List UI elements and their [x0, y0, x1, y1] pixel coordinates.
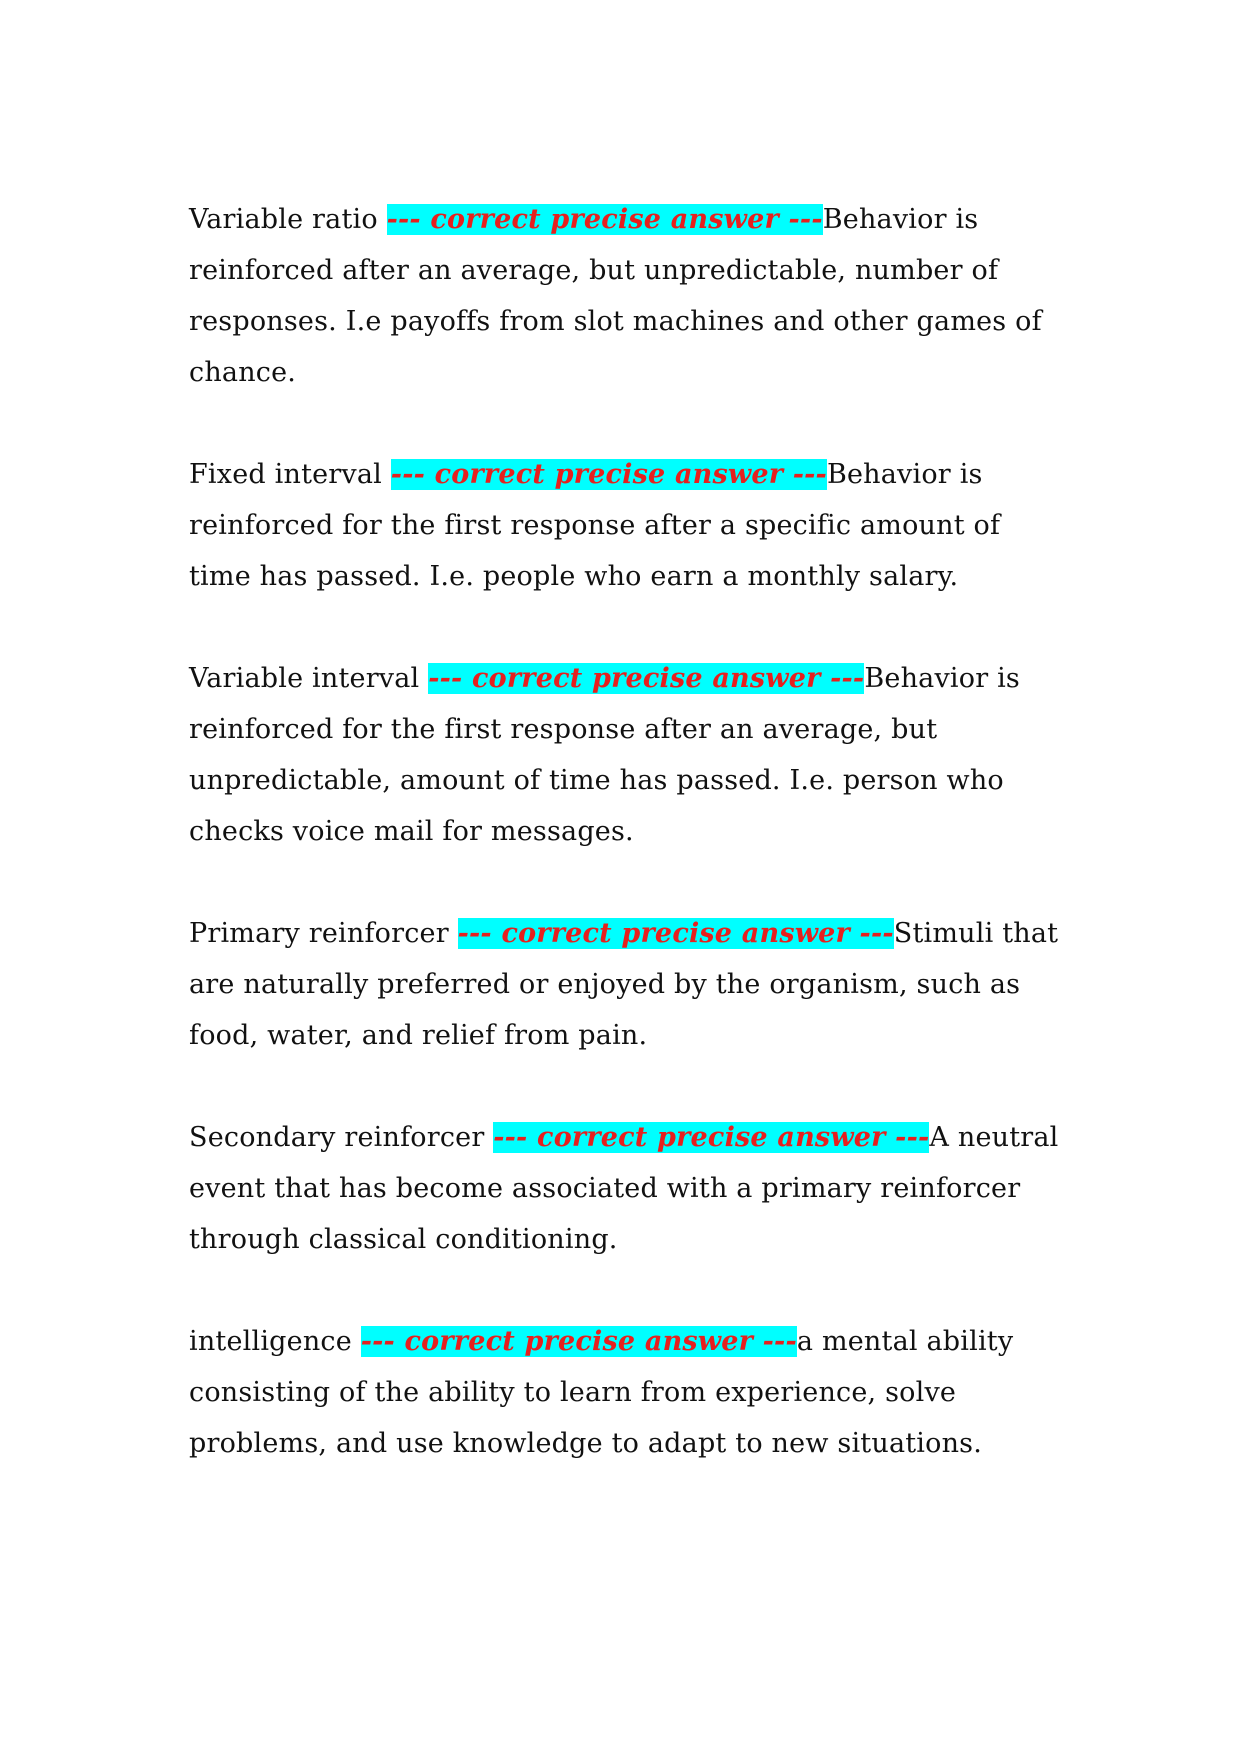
answer-highlight: --- correct precise answer --- — [428, 663, 865, 694]
answer-highlight: --- correct precise answer --- — [390, 459, 827, 490]
flashcard-entry — [189, 1112, 1069, 1265]
definition: Stimuli that are naturally preferred or enjoyed by the organism, such as food, water, and relief from pain. — [189, 918, 1059, 1051]
term: Primary reinforcer — [189, 918, 449, 949]
term: Secondary reinforcer — [189, 1122, 485, 1153]
answer-highlight: --- correct precise answer --- — [386, 204, 823, 235]
definition: Behavior is reinforced after an average, but unpredictable, number of responses. I.e payoffs from slot machines and other games of chance. — [189, 204, 1042, 388]
definition: A neutral event that has become associated with a primary reinforcer through classical conditioning. — [189, 1122, 1059, 1255]
flashcard-entry — [189, 194, 1069, 398]
term: intelligence — [189, 1326, 352, 1357]
flashcard-entry — [189, 908, 1069, 1061]
term: Variable ratio — [189, 204, 378, 235]
answer-highlight: --- correct precise answer --- — [457, 918, 894, 949]
term: Variable interval — [189, 663, 420, 694]
term: Fixed interval — [189, 459, 382, 490]
definition: Behavior is reinforced for the first response after an average, but unpredictable, amount of time has passed. I.e. person who checks voice mail for messages. — [189, 663, 1020, 847]
definition: Behavior is reinforced for the first response after a specific amount of time has passed. I.e. people who earn a monthly salary. — [189, 459, 1001, 592]
flashcard-entry — [189, 449, 1069, 602]
flashcard-entry — [189, 653, 1069, 857]
answer-highlight: --- correct precise answer --- — [493, 1122, 930, 1153]
definition: a mental ability consisting of the ability to learn from experience, solve problems, and use knowledge to adapt to new situations. — [189, 1326, 1014, 1459]
answer-highlight: --- correct precise answer --- — [360, 1326, 797, 1357]
flashcard-list — [189, 194, 1069, 1520]
flashcard-entry — [189, 1316, 1069, 1469]
